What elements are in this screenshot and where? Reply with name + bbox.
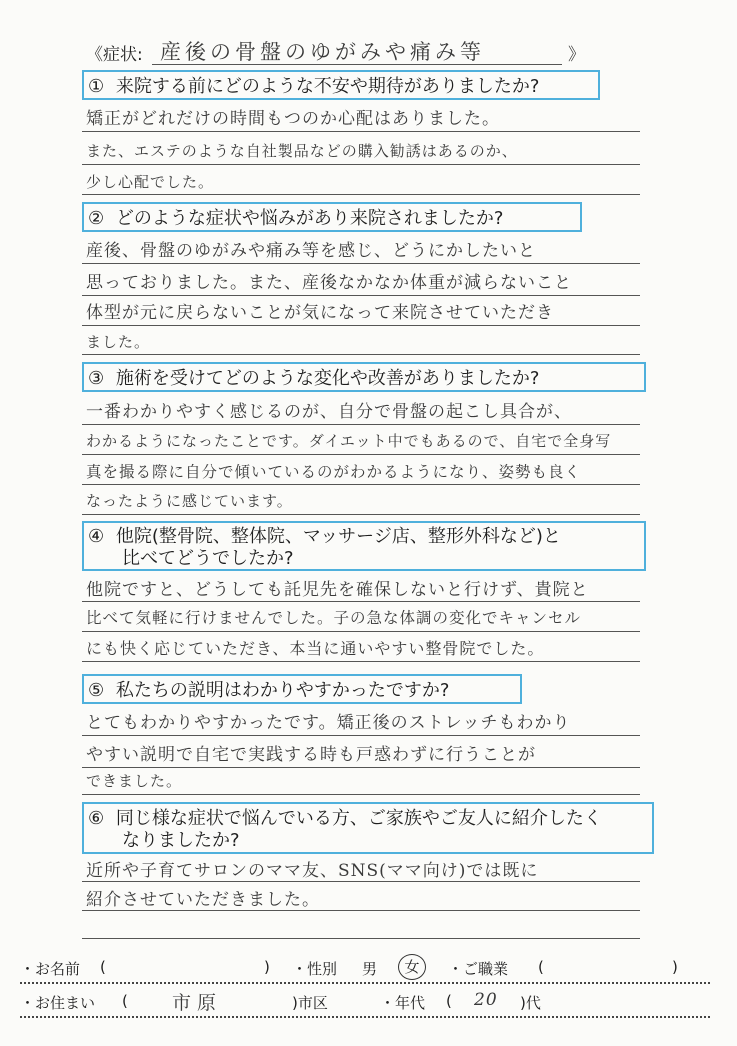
gender-female: 女 xyxy=(404,958,420,976)
address-value: 市原 xyxy=(172,992,223,1014)
answer-rule xyxy=(82,601,640,602)
answer-rule xyxy=(82,454,640,455)
question-text: 私たちの説明はわかりやすかったですか? xyxy=(115,680,450,701)
answer-rule xyxy=(82,131,640,132)
answer-line: できました。 xyxy=(86,772,183,790)
question-number: ⑥ xyxy=(88,808,105,829)
answer-line: 少し心配でした。 xyxy=(86,173,215,191)
answer-rule xyxy=(82,631,640,632)
answer-line: 思っておりました。また、産後なかなか体重が減らないこと xyxy=(86,273,572,293)
answer-rule xyxy=(82,194,640,195)
question-text: 同じ様な症状で悩んでいる方、ご家族やご友人に紹介したく xyxy=(115,808,602,829)
symptom-value: 産後の骨盤のゆがみや痛み等 xyxy=(160,40,485,64)
answer-line: 体型が元に戻らないことが気になって来院させていただき xyxy=(86,303,554,323)
answer-rule xyxy=(82,661,640,662)
answer-rule xyxy=(82,910,640,911)
question-text: どのような症状や悩みがあり来院されましたか? xyxy=(115,208,504,229)
address-label: ・お住まい xyxy=(20,994,96,1012)
answer-line: 産後、骨盤のゆがみや痛み等を感じ、どうにかしたいと xyxy=(86,241,536,261)
answer-line: 矯正がどれだけの時間もつのか心配はありました。 xyxy=(86,109,500,129)
answer-rule xyxy=(82,735,640,736)
name-open-paren: ( xyxy=(100,958,106,976)
answer-rule xyxy=(82,263,640,264)
answer-line: 紹介させていただきました。 xyxy=(86,890,320,910)
question-1 xyxy=(88,72,539,98)
footer-dotted-rule xyxy=(20,1016,710,1018)
question-text: 来院する前にどのような不安や期待がありましたか? xyxy=(115,76,540,97)
symptom-underline xyxy=(152,64,562,65)
answer-rule xyxy=(82,164,640,165)
symptom-header xyxy=(86,40,143,65)
job-open-paren: ( xyxy=(538,958,544,976)
answer-line: また、エステのような自社製品などの購入勧誘はあるのか、 xyxy=(86,142,518,160)
answer-line: ました。 xyxy=(86,333,151,351)
address-close: )市区 xyxy=(292,994,328,1012)
answer-line: わかるようになったことです。ダイエット中でもあるので、自宅で全身写 xyxy=(86,432,612,450)
job-close-paren: ) xyxy=(672,958,678,976)
question-text: 施術を受けてどのような変化や改善がありましたか? xyxy=(115,368,540,389)
answer-rule xyxy=(82,295,640,296)
question-number: ② xyxy=(88,208,105,229)
gender-male: 男 xyxy=(362,960,378,978)
question-text: 他院(整骨院、整体院、マッサージ店、整形外科など)と xyxy=(115,526,561,547)
answer-rule xyxy=(82,484,640,485)
answer-line: やすい説明で自宅で実践する時も戸惑わずに行うことが xyxy=(86,745,536,765)
age-value: 20 xyxy=(474,990,498,1010)
answer-rule xyxy=(82,514,640,515)
symptom-label: 《症状: xyxy=(86,45,143,65)
answer-line: 近所や子育てサロンのママ友、SNS(ママ向け)では既に xyxy=(86,861,539,881)
question-number: ③ xyxy=(88,368,105,389)
answer-rule xyxy=(82,938,640,939)
age-open-paren: ( xyxy=(446,992,452,1010)
question-2 xyxy=(88,204,503,230)
symptom-close: 》 xyxy=(568,45,585,65)
answer-line: とてもわかりやすかったです。矯正後のストレッチもわかり xyxy=(86,713,571,733)
question-4-line-2: 比べてどうでしたか? xyxy=(122,548,294,569)
question-number: ① xyxy=(88,76,105,97)
age-close: )代 xyxy=(520,994,541,1012)
question-3 xyxy=(88,364,539,390)
answer-rule xyxy=(82,424,640,425)
answer-rule xyxy=(82,881,640,882)
question-number: ④ xyxy=(88,526,105,547)
answer-line: にも快く応じていただき、本当に通いやすい整骨院でした。 xyxy=(86,639,545,658)
question-6-line-2: なりましたか? xyxy=(122,830,240,851)
answer-line: 一番わかりやすく感じるのが、自分で骨盤の起こし具合が、 xyxy=(86,402,572,422)
answer-line: 他院ですと、どうしても託児先を確保しないと行けず、貴院と xyxy=(86,580,589,600)
name-label: ・お名前 xyxy=(20,960,81,978)
answer-rule xyxy=(82,794,640,795)
age-label: ・年代 xyxy=(380,994,426,1012)
answer-rule xyxy=(82,767,640,768)
answer-line: なったように感じています。 xyxy=(86,492,293,510)
answer-line: 比べて気軽に行けませんでした。子の急な体調の変化でキャンセル xyxy=(86,609,582,627)
question-number: ⑤ xyxy=(88,680,105,701)
gender-female-circled xyxy=(398,954,426,980)
question-5 xyxy=(88,676,449,702)
job-label: ・ご職業 xyxy=(448,960,509,978)
address-open-paren: ( xyxy=(122,992,128,1010)
answer-rule xyxy=(82,354,640,355)
answer-rule xyxy=(82,325,640,326)
gender-label: ・性別 xyxy=(292,960,338,978)
answer-line: 真を撮る際に自分で傾いているのがわかるようになり、姿勢も良く xyxy=(86,463,582,481)
name-close-paren: ) xyxy=(264,958,270,976)
footer-dotted-rule xyxy=(20,982,710,984)
